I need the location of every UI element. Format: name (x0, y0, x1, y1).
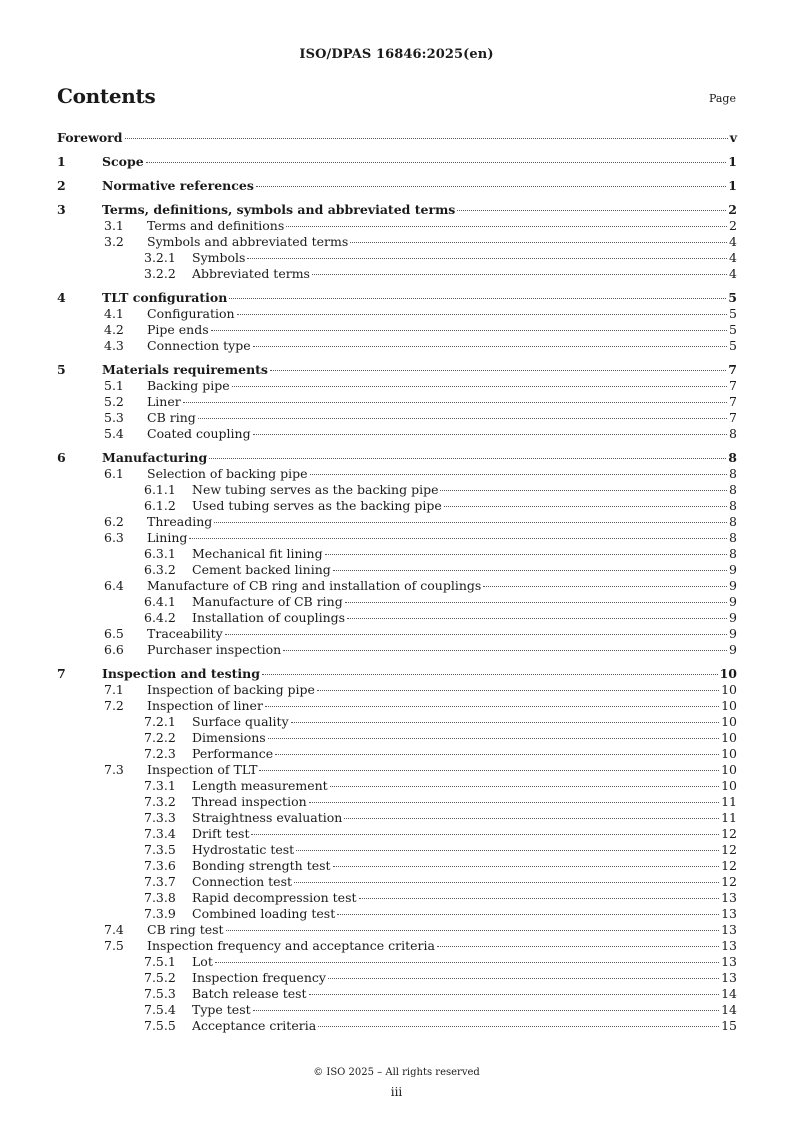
toc-entry-title: New tubing serves as the backing pipe (192, 482, 439, 497)
toc-entry-page: 5 (729, 306, 737, 321)
toc-entry-page: 8 (729, 426, 737, 441)
toc-entry[interactable] (57, 322, 737, 338)
toc-entry-title: CB ring test (147, 922, 224, 937)
dot-leader (312, 274, 727, 275)
toc-entry-page: 7 (729, 378, 737, 393)
toc-entry-number: 7.5.4 (144, 1002, 176, 1017)
toc-entry-number: 7.2.1 (144, 714, 176, 729)
toc-entry-number: 4.2 (104, 322, 124, 337)
toc-entry[interactable] (57, 498, 737, 514)
toc-entry-title: Mechanical fit lining (192, 546, 323, 561)
toc-entry-number: 4 (57, 290, 66, 305)
toc-entry[interactable] (57, 154, 737, 170)
toc-entry[interactable] (57, 778, 737, 794)
toc-entry-title: Connection type (147, 338, 251, 353)
toc-entry-page: 10 (721, 682, 737, 697)
toc-entry[interactable] (57, 514, 737, 530)
toc-entry[interactable] (57, 594, 737, 610)
toc-entry-title: Lining (147, 530, 188, 545)
dot-leader (294, 882, 719, 883)
toc-entry[interactable] (57, 218, 737, 234)
dot-leader (317, 690, 719, 691)
toc-entry-number: 6.4.1 (144, 594, 176, 609)
toc-entry-title: Inspection frequency (192, 970, 326, 985)
toc-entry-title: Manufacture of CB ring (192, 594, 343, 609)
toc-entry-page: 7 (728, 362, 737, 377)
toc-entry-title: Manufacture of CB ring and installation of couplings (147, 578, 482, 593)
toc-entry-title: Dimensions (192, 730, 266, 745)
toc-entry[interactable] (57, 698, 737, 714)
dot-leader (457, 210, 726, 211)
toc-entry-title: Length measurement (192, 778, 328, 793)
toc-entry-title: Connection test (192, 874, 293, 889)
dot-leader (270, 370, 726, 371)
toc-entry[interactable] (57, 130, 737, 146)
toc-entry-number: 6.3.1 (144, 546, 176, 561)
toc-entry[interactable] (57, 730, 737, 746)
toc-entry-page: 2 (729, 218, 737, 233)
toc-entry[interactable] (57, 202, 737, 218)
toc-entry-page: 9 (729, 562, 737, 577)
toc-entry-page: 13 (721, 922, 737, 937)
toc-entry-number: 7.5.2 (144, 970, 176, 985)
toc-entry-number: 6.5 (104, 626, 124, 641)
toc-entry-number: 7.1 (104, 682, 124, 697)
toc-entry-page: 12 (721, 858, 737, 873)
dot-leader (325, 554, 727, 555)
toc-entry-page: 10 (721, 762, 737, 777)
toc-entry-number: 2 (57, 178, 66, 193)
dot-leader (232, 386, 727, 387)
toc-entry-page: 10 (721, 730, 737, 745)
toc-entry[interactable] (57, 906, 737, 922)
dot-leader (437, 946, 719, 947)
dot-leader (183, 402, 727, 403)
toc-entry-title: Thread inspection (192, 794, 307, 809)
toc-entry-page: 13 (721, 954, 737, 969)
toc-entry-title: Abbreviated terms (192, 266, 310, 281)
toc-entry[interactable] (57, 810, 737, 826)
toc-entry-number: 7.3.3 (144, 810, 176, 825)
toc-entry-number: 7.2 (104, 698, 124, 713)
toc-entry[interactable] (57, 794, 737, 810)
toc-entry-number: 6.1 (104, 466, 124, 481)
dot-leader (359, 898, 720, 899)
dot-leader (347, 618, 727, 619)
toc-entry[interactable] (57, 426, 737, 442)
toc-entry[interactable] (57, 858, 737, 874)
toc-entry-page: 7 (729, 410, 737, 425)
toc-entry-title: Pipe ends (147, 322, 209, 337)
toc-entry[interactable] (57, 826, 737, 842)
dot-leader (333, 866, 720, 867)
toc-entry-title: Used tubing serves as the backing pipe (192, 498, 442, 513)
dot-leader (483, 586, 727, 587)
dot-leader (125, 138, 728, 139)
toc-entry-number: 7.3.1 (144, 778, 176, 793)
toc-entry[interactable] (57, 938, 737, 954)
toc-entry-page: 13 (721, 890, 737, 905)
toc-entry-page: 5 (729, 322, 737, 337)
toc-entry-title: Batch release test (192, 986, 307, 1001)
toc-entry-page: 4 (729, 266, 737, 281)
toc-entry-title: Backing pipe (147, 378, 230, 393)
toc-entry-number: 6.1.2 (144, 498, 176, 513)
dot-leader (251, 834, 719, 835)
toc-entry-number: 6.3 (104, 530, 124, 545)
toc-entry-page: 13 (721, 938, 737, 953)
table-of-contents (57, 130, 737, 1034)
toc-entry-number: 7.3 (104, 762, 124, 777)
toc-entry-title: Hydrostatic test (192, 842, 295, 857)
toc-entry[interactable] (57, 642, 737, 658)
toc-entry[interactable] (57, 362, 737, 378)
toc-entry-page: 8 (728, 450, 737, 465)
toc-entry[interactable] (57, 450, 737, 466)
dot-leader (318, 1026, 719, 1027)
toc-entry[interactable] (57, 410, 737, 426)
dot-leader (259, 770, 719, 771)
dot-leader (225, 634, 727, 635)
toc-entry-title: Scope (102, 154, 144, 169)
toc-entry-title: Symbols and abbreviated terms (147, 234, 349, 249)
toc-entry[interactable] (57, 394, 737, 410)
toc-entry-title: Materials requirements (102, 362, 268, 377)
toc-entry[interactable] (57, 842, 737, 858)
toc-entry-page: 9 (729, 594, 737, 609)
toc-entry-page: 8 (729, 546, 737, 561)
toc-entry-title: Rapid decompression test (192, 890, 357, 905)
toc-entry-number: 7.2.2 (144, 730, 176, 745)
dot-leader (214, 522, 727, 523)
toc-entry-number: 7.5.3 (144, 986, 176, 1001)
toc-entry-page: 12 (721, 842, 737, 857)
dot-leader (198, 418, 727, 419)
toc-entry[interactable] (57, 1018, 737, 1034)
toc-entry-page: 10 (721, 778, 737, 793)
toc-entry[interactable] (57, 714, 737, 730)
toc-entry[interactable] (57, 378, 737, 394)
toc-entry[interactable] (57, 626, 737, 642)
dot-leader (265, 706, 719, 707)
dot-leader (253, 1010, 719, 1011)
toc-entry-title: Foreword (57, 130, 123, 145)
page-title: Contents (57, 84, 156, 108)
toc-entry-title: CB ring (147, 410, 196, 425)
toc-entry-number: 6 (57, 450, 66, 465)
toc-entry-number: 6.1.1 (144, 482, 176, 497)
toc-entry-number: 7.5 (104, 938, 124, 953)
dot-leader (310, 474, 728, 475)
dot-leader (268, 738, 719, 739)
toc-entry[interactable] (57, 874, 737, 890)
toc-entry[interactable] (57, 530, 737, 546)
toc-entry-number: 7.3.8 (144, 890, 176, 905)
toc-entry-number: 3.2.2 (144, 266, 176, 281)
toc-entry-number: 3.2 (104, 234, 124, 249)
toc-entry-title: Terms, definitions, symbols and abbreviated terms (102, 202, 456, 217)
toc-entry-number: 7.3.9 (144, 906, 176, 921)
dot-leader (440, 490, 727, 491)
toc-entry[interactable] (57, 290, 737, 306)
toc-entry-number: 7.3.5 (144, 842, 176, 857)
footer-page-number: iii (390, 1085, 403, 1099)
dot-leader (262, 674, 718, 675)
toc-entry-page: 9 (729, 578, 737, 593)
toc-entry-page: 8 (729, 514, 737, 529)
copyright-notice: © ISO 2025 – All rights reserved (313, 1067, 480, 1078)
toc-entry-title: Inspection and testing (102, 666, 260, 681)
toc-entry-page: 9 (729, 642, 737, 657)
dot-leader (226, 930, 720, 931)
toc-entry[interactable] (57, 266, 737, 282)
toc-entry-title: Inspection of TLT (147, 762, 258, 777)
toc-entry[interactable] (57, 746, 737, 762)
toc-entry-title: Drift test (192, 826, 250, 841)
toc-entry-title: Traceability (147, 626, 223, 641)
toc-entry-page: 10 (721, 714, 737, 729)
toc-entry-title: Installation of couplings (192, 610, 346, 625)
toc-entry[interactable] (57, 178, 737, 194)
toc-entry-page: 10 (719, 666, 737, 681)
toc-entry-number: 5.4 (104, 426, 124, 441)
toc-entry-page: 1 (728, 154, 737, 169)
toc-entry-title: Configuration (147, 306, 235, 321)
page-column-label: Page (708, 92, 736, 105)
toc-entry-page: 14 (721, 1002, 737, 1017)
toc-entry-number: 6.4.2 (144, 610, 176, 625)
toc-entry-number: 5 (57, 362, 66, 377)
toc-entry-title: Acceptance criteria (192, 1018, 317, 1033)
toc-entry-number: 7 (57, 666, 66, 681)
toc-entry[interactable] (57, 338, 737, 354)
toc-entry-page: 8 (729, 466, 737, 481)
toc-entry-page: 9 (729, 626, 737, 641)
toc-entry-number: 1 (57, 154, 66, 169)
toc-entry[interactable] (57, 250, 737, 266)
toc-entry[interactable] (57, 970, 737, 986)
dot-leader (275, 754, 719, 755)
toc-entry-number: 3 (57, 202, 66, 217)
toc-entry-page: v (729, 130, 737, 145)
toc-entry-page: 15 (721, 1018, 737, 1033)
dot-leader (344, 818, 719, 819)
dot-leader (253, 346, 727, 347)
toc-entry-title: Symbols (192, 250, 246, 265)
toc-entry-title: Bonding strength test (192, 858, 331, 873)
toc-entry-title: Type test (192, 1002, 251, 1017)
dot-leader (283, 650, 727, 651)
toc-entry-number: 7.4 (104, 922, 124, 937)
document-id-header: ISO/DPAS 16846:2025(en) (299, 47, 494, 62)
toc-entry-number: 6.6 (104, 642, 124, 657)
toc-entry-title: Inspection of liner (147, 698, 263, 713)
toc-entry[interactable] (57, 466, 737, 482)
toc-entry-title: Liner (147, 394, 181, 409)
toc-entry-title: Normative references (102, 178, 254, 193)
toc-entry-page: 8 (729, 482, 737, 497)
toc-entry-title: Purchaser inspection (147, 642, 282, 657)
toc-entry-number: 3.2.1 (144, 250, 176, 265)
dot-leader (209, 458, 726, 459)
dot-leader (345, 602, 727, 603)
toc-entry[interactable] (57, 890, 737, 906)
dot-leader (309, 994, 720, 995)
toc-entry-title: Selection of backing pipe (147, 466, 308, 481)
dot-leader (247, 258, 727, 259)
toc-entry-page: 14 (721, 986, 737, 1001)
toc-entry-title: Performance (192, 746, 274, 761)
toc-entry-title: Manufacturing (102, 450, 208, 465)
toc-entry[interactable] (57, 666, 737, 682)
toc-entry-page: 10 (721, 746, 737, 761)
dot-leader (337, 914, 719, 915)
toc-entry[interactable] (57, 610, 737, 626)
dot-leader (211, 330, 727, 331)
toc-entry[interactable] (57, 482, 737, 498)
toc-entry-page: 9 (729, 610, 737, 625)
toc-entry-page: 10 (721, 698, 737, 713)
dot-leader (330, 786, 719, 787)
toc-entry-title: Lot (192, 954, 213, 969)
toc-entry-page: 1 (728, 178, 737, 193)
toc-entry-page: 13 (721, 906, 737, 921)
dot-leader (328, 978, 719, 979)
toc-entry[interactable] (57, 234, 737, 250)
toc-entry[interactable] (57, 562, 737, 578)
toc-entry[interactable] (57, 954, 737, 970)
dot-leader (296, 850, 719, 851)
dot-leader (350, 242, 727, 243)
toc-entry-title: Terms and definitions (147, 218, 285, 233)
dot-leader (189, 538, 727, 539)
toc-entry-page: 5 (729, 338, 737, 353)
toc-entry[interactable] (57, 682, 737, 698)
toc-entry-number: 7.3.4 (144, 826, 176, 841)
toc-entry-number: 7.3.7 (144, 874, 176, 889)
toc-entry-number: 3.1 (104, 218, 124, 233)
toc-entry-title: TLT configuration (102, 290, 228, 305)
toc-entry-number: 7.3.2 (144, 794, 176, 809)
toc-entry-number: 6.4 (104, 578, 124, 593)
toc-entry-page: 4 (729, 234, 737, 249)
toc-entry-number: 4.1 (104, 306, 124, 321)
toc-entry-title: Straightness evaluation (192, 810, 343, 825)
toc-entry-page: 8 (729, 530, 737, 545)
toc-entry-number: 7.5.1 (144, 954, 176, 969)
dot-leader (146, 162, 727, 163)
toc-entry[interactable] (57, 986, 737, 1002)
toc-entry-page: 11 (721, 810, 737, 825)
toc-entry[interactable] (57, 762, 737, 778)
dot-leader (237, 314, 727, 315)
toc-entry[interactable] (57, 546, 737, 562)
toc-entry-number: 5.1 (104, 378, 124, 393)
toc-entry-page: 4 (729, 250, 737, 265)
toc-entry-number: 7.3.6 (144, 858, 176, 873)
toc-entry-number: 5.3 (104, 410, 124, 425)
dot-leader (229, 298, 726, 299)
toc-entry-title: Inspection frequency and acceptance criteria (147, 938, 435, 953)
toc-entry-title: Combined loading test (192, 906, 336, 921)
toc-entry-number: 6.3.2 (144, 562, 176, 577)
dot-leader (444, 506, 727, 507)
toc-entry-number: 7.5.5 (144, 1018, 176, 1033)
toc-entry-page: 12 (721, 874, 737, 889)
toc-entry-page: 13 (721, 970, 737, 985)
toc-entry[interactable] (57, 1002, 737, 1018)
dot-leader (253, 434, 727, 435)
dot-leader (333, 570, 727, 571)
dot-leader (256, 186, 726, 187)
toc-entry-page: 11 (721, 794, 737, 809)
dot-leader (291, 722, 719, 723)
dot-leader (215, 962, 719, 963)
toc-entry-title: Surface quality (192, 714, 289, 729)
toc-entry-title: Coated coupling (147, 426, 251, 441)
toc-entry[interactable] (57, 306, 737, 322)
toc-entry-title: Threading (147, 514, 213, 529)
toc-entry-title: Cement backed lining (192, 562, 331, 577)
toc-entry-page: 7 (729, 394, 737, 409)
toc-entry-number: 4.3 (104, 338, 124, 353)
toc-entry[interactable] (57, 578, 737, 594)
toc-entry-page: 12 (721, 826, 737, 841)
toc-entry-page: 8 (729, 498, 737, 513)
toc-entry[interactable] (57, 922, 737, 938)
toc-entry-page: 2 (728, 202, 737, 217)
toc-entry-number: 7.2.3 (144, 746, 176, 761)
dot-leader (309, 802, 719, 803)
dot-leader (286, 226, 727, 227)
toc-entry-number: 5.2 (104, 394, 124, 409)
toc-entry-page: 5 (728, 290, 737, 305)
toc-entry-number: 6.2 (104, 514, 124, 529)
toc-entry-title: Inspection of backing pipe (147, 682, 315, 697)
